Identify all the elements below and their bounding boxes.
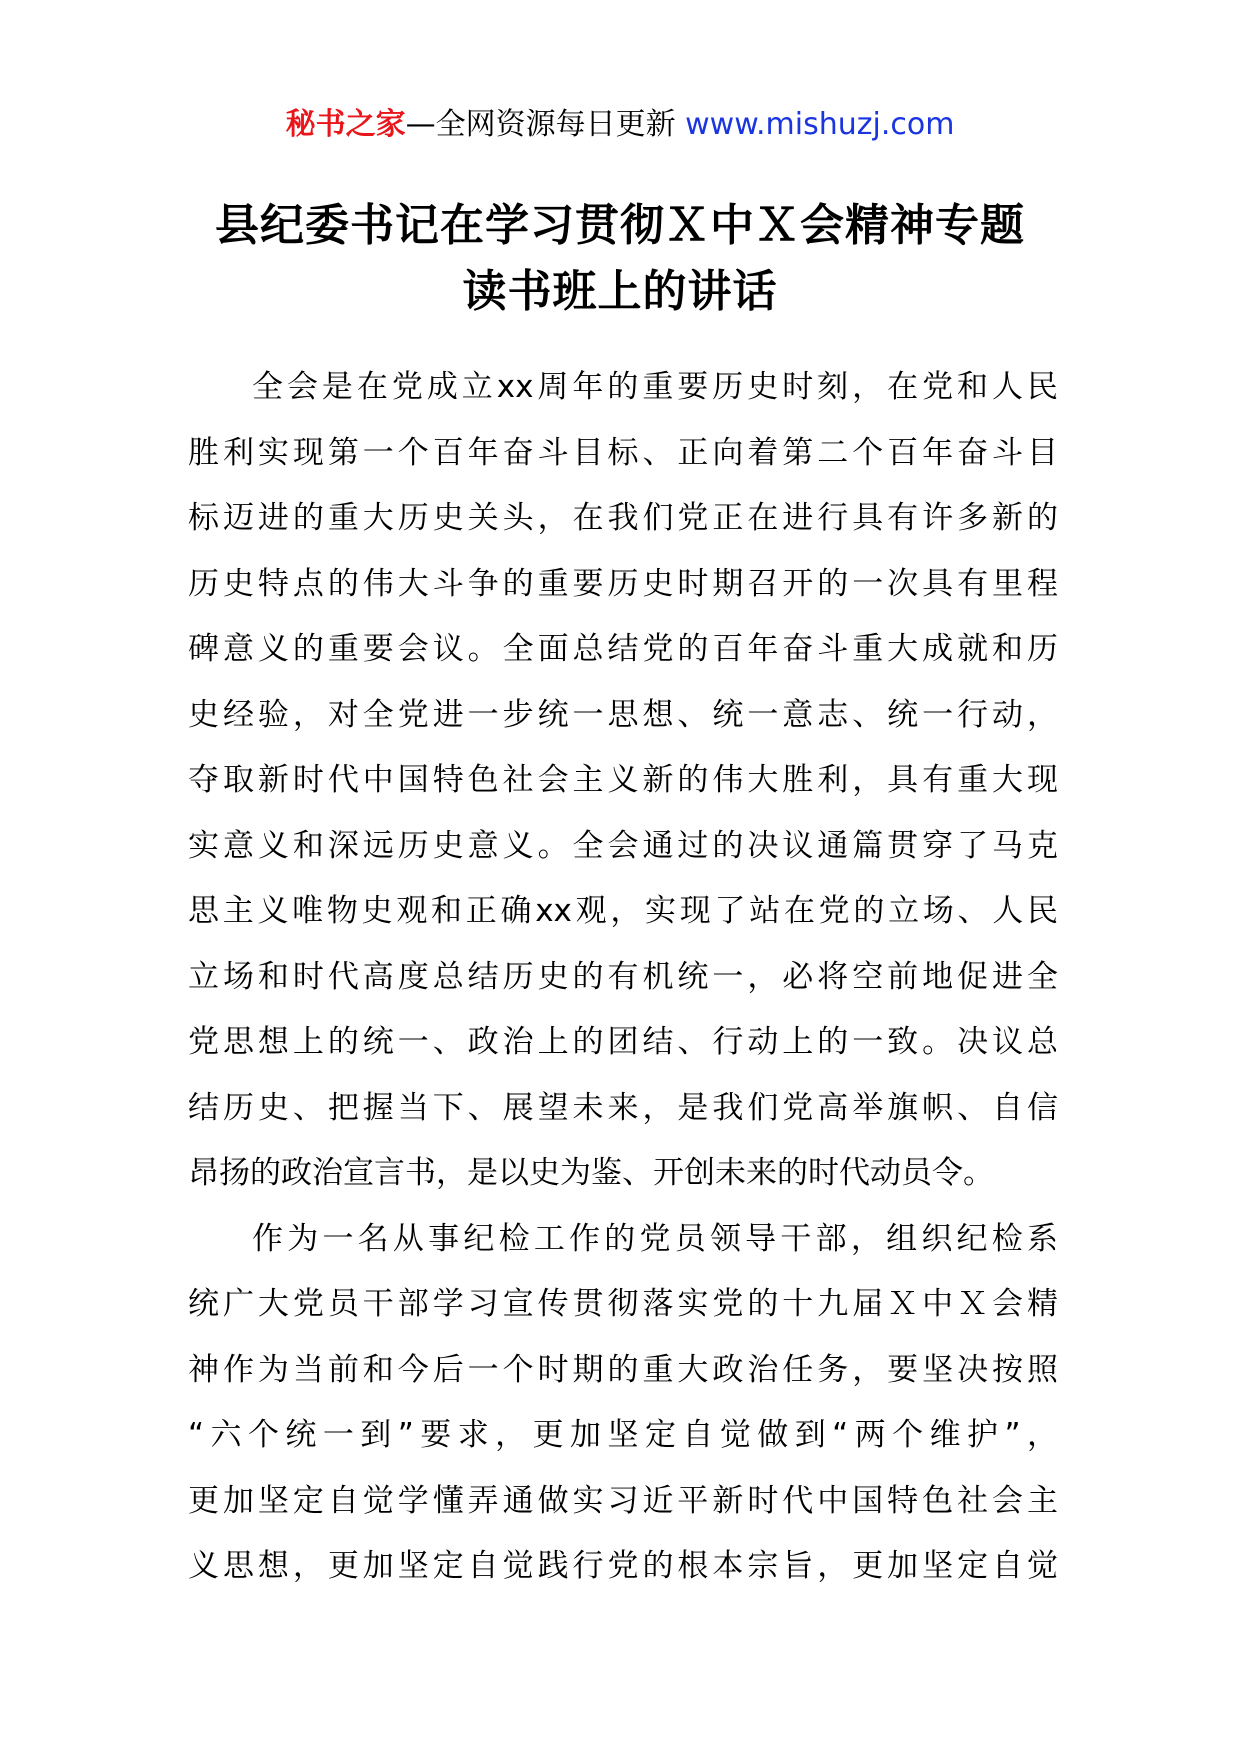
body-line: 更加坚定自觉学懂弄通做实习近平新时代中国特色社会主 bbox=[188, 1482, 1058, 1519]
body-line: “六个统一到”要求，更加坚定自觉做到“两个维护”， bbox=[188, 1417, 1058, 1453]
body-line: 党思想上的统一、政治上的团结、行动上的一致。决议总 bbox=[188, 1024, 1058, 1060]
body-line: 史经验，对全党进一步统一思想、统一意志、统一行动， bbox=[188, 696, 1058, 733]
body-line: 思主义唯物史观和正确xx观，实现了站在党的立场、人民 bbox=[188, 893, 1058, 929]
site-header bbox=[0, 100, 1240, 150]
body-line: 立场和时代高度总结历史的有机统一，必将空前地促进全 bbox=[188, 958, 1058, 995]
body-line: 历史特点的伟大斗争的重要历史时期召开的一次具有里程 bbox=[188, 565, 1058, 602]
paragraph-2 bbox=[188, 1207, 1058, 1600]
body-line: 昂扬的政治宣言书，是以史为鉴、开创未来的时代动员令。 bbox=[188, 1155, 994, 1191]
title-line-1: 县纪委书记在学习贯彻Ｘ中Ｘ会精神专题 bbox=[215, 200, 1025, 251]
body-line: 统广大党员干部学习宣传贯彻落实党的十九届Ｘ中Ｘ会精 bbox=[188, 1286, 1058, 1322]
body-line: 碑意义的重要会议。全面总结党的百年奋斗重大成就和历 bbox=[188, 631, 1058, 667]
body-line: 实意义和深远历史意义。全会通过的决议通篇贯穿了马克 bbox=[188, 827, 1058, 864]
site-tagline: —全网资源每日更新 bbox=[405, 107, 686, 142]
body-line: 全会是在党成立xx周年的重要历史时刻，在党和人民 bbox=[252, 369, 1058, 405]
body-line: 神作为当前和今后一个时期的重大政治任务，要坚决按照 bbox=[188, 1351, 1058, 1388]
title-line-2: 读书班上的讲话 bbox=[462, 266, 778, 317]
body-line: 义思想，更加坚定自觉践行党的根本宗旨，更加坚定自觉 bbox=[188, 1548, 1058, 1584]
site-brand: 秘书之家 bbox=[285, 107, 406, 142]
body-line: 标迈进的重大历史关头，在我们党正在进行具有许多新的 bbox=[188, 500, 1058, 536]
body-line: 胜利实现第一个百年奋斗目标、正向着第二个百年奋斗目 bbox=[188, 434, 1058, 471]
document-body bbox=[188, 355, 1058, 1600]
document-title bbox=[150, 193, 1090, 325]
body-line: 作为一名从事纪检工作的党员领导干部，组织纪检系 bbox=[252, 1220, 1058, 1257]
body-line: 夺取新时代中国特色社会主义新的伟大胜利，具有重大现 bbox=[188, 762, 1058, 798]
paragraph-1 bbox=[188, 355, 1058, 1207]
site-url-link[interactable]: www.mishuzj.com bbox=[685, 107, 955, 142]
body-line: 结历史、把握当下、展望未来，是我们党高举旗帜、自信 bbox=[188, 1089, 1058, 1126]
